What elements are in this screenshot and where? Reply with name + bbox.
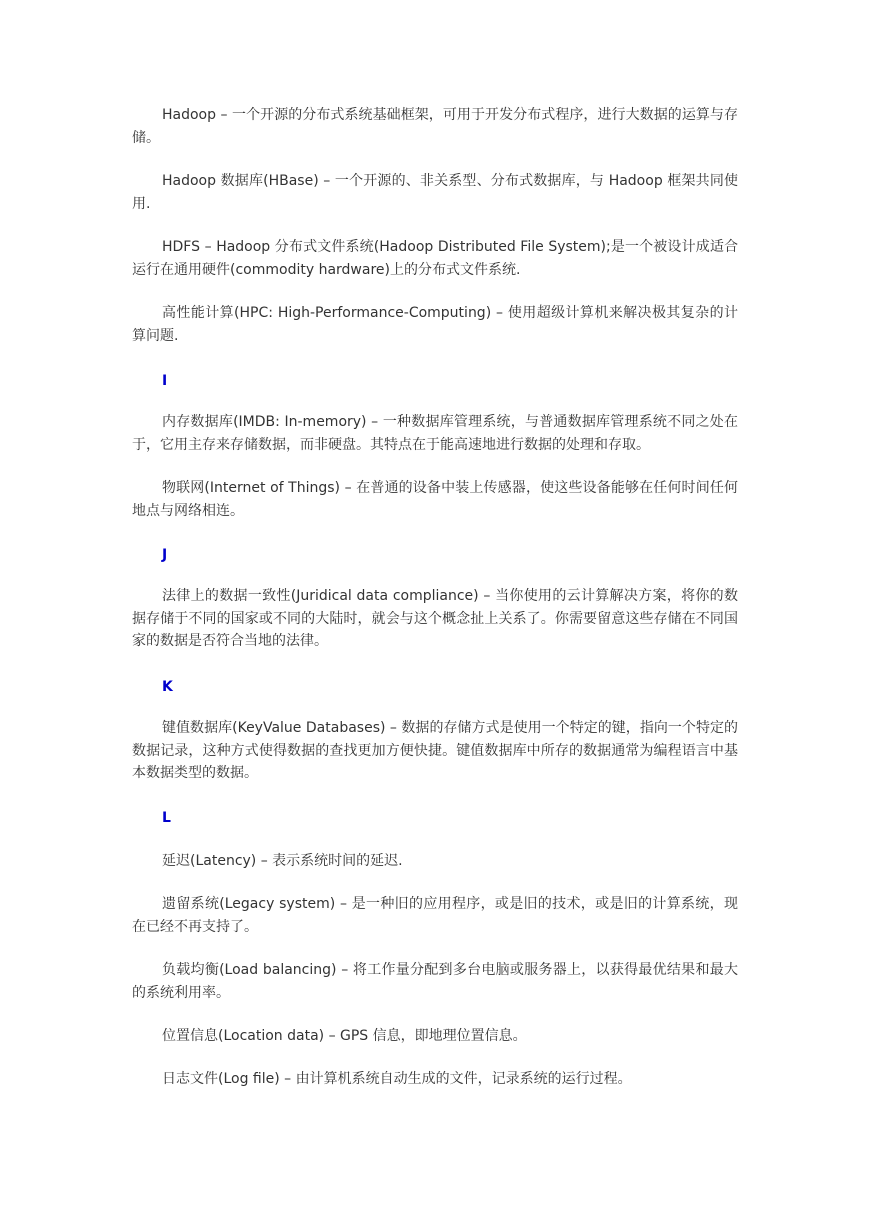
entry-load-balancing: 负载均衡(Load balancing) – 将工作量分配到多台电脑或服务器上，以获得最优结果和最大的系统利用率。 — [132, 962, 738, 1001]
entry-hpc: 高性能计算(HPC: High-Performance-Computing) – 使用超级计算机来解决极其复杂的计算问题. — [132, 305, 738, 344]
section-letter-j: J — [162, 547, 168, 563]
section-letter-l: L — [162, 810, 171, 826]
entry-hdfs: HDFS – Hadoop 分布式文件系统(Hadoop Distributed File System);是一个被设计成适合运行在通用硬件(commodity hardware)上的分布式文件系统. — [132, 239, 738, 278]
entry-location-data: 位置信息(Location data) – GPS 信息，即地理位置信息。 — [162, 1028, 527, 1044]
entry-latency: 延迟(Latency) – 表示系统时间的延迟. — [162, 853, 403, 869]
section-letter-i: I — [162, 373, 168, 389]
entry-imdb: 内存数据库(IMDB: In-memory) – 一种数据库管理系统，与普通数据库管理系统不同之处在于，它用主存来存储数据，而非硬盘。其特点在于能高速地进行数据的处理和存取。 — [132, 414, 738, 453]
entry-keyvalue-databases: 键值数据库(KeyValue Databases) – 数据的存储方式是使用一个特定的键，指向一个特定的数据记录，这种方式使得数据的查找更加方便快捷。键值数据库中所存的数据通常为编程语言中基本数据类型的数据。 — [132, 720, 738, 781]
section-letter-k: K — [162, 679, 173, 695]
entry-hadoop: Hadoop – 一个开源的分布式系统基础框架，可用于开发分布式程序，进行大数据的运算与存储。 — [132, 107, 738, 146]
entry-log-file: 日志文件(Log file) – 由计算机系统自动生成的文件，记录系统的运行过程。 — [162, 1071, 632, 1087]
entry-hbase: Hadoop 数据库(HBase) – 一个开源的、非关系型、分布式数据库，与 Hadoop 框架共同使用. — [132, 173, 738, 212]
entry-legacy-system: 遗留系统(Legacy system) – 是一种旧的应用程序，或是旧的技术，或是旧的计算系统，现在已经不再支持了。 — [132, 896, 738, 935]
entry-juridical-compliance: 法律上的数据一致性(Juridical data compliance) – 当你使用的云计算解决方案，将你的数据存储于不同的国家或不同的大陆时，就会与这个概念扯上关系了。你需要留意这些存储在不同国家的数据是否符合当地的法律。 — [132, 588, 738, 649]
entry-iot: 物联网(Internet of Things) – 在普通的设备中装上传感器，使这些设备能够在任何时间任何地点与网络相连。 — [132, 480, 738, 519]
